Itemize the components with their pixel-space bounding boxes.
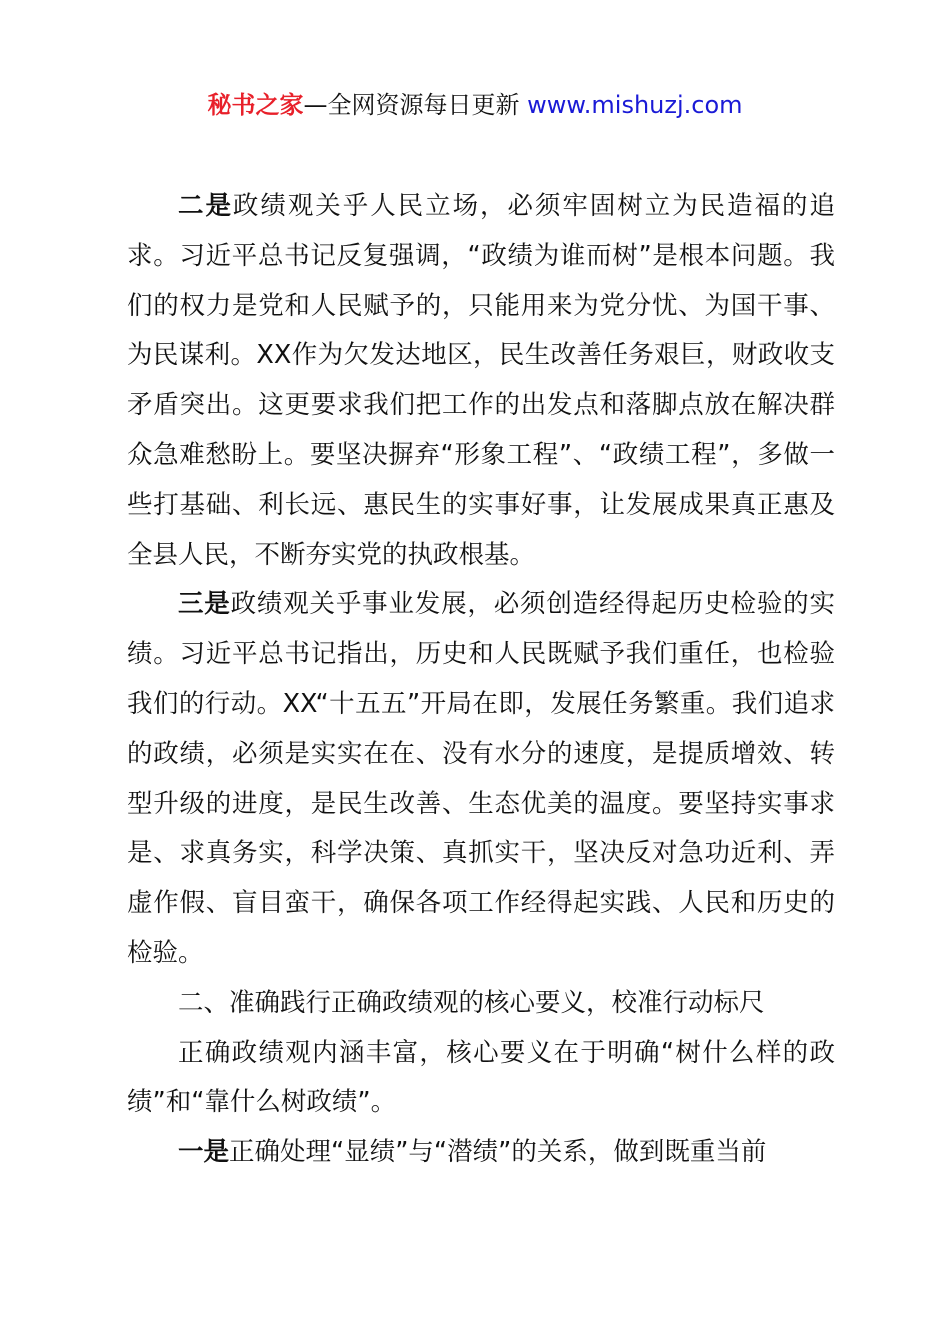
section-heading: 二、准确践行正确政绩观的核心要义，校准行动标尺 bbox=[178, 987, 765, 1018]
page-header bbox=[0, 88, 950, 122]
paragraph-text: 政绩观关乎事业发展，必须创造经得起历史检验的实绩。习近平总书记指出，历史和人民既赋予我们重任，也检验我们的行动。XX“十五五”开局在即，发展任务繁重。我们追求的政绩，必须是实实在在、没有水分的速度，是提质增效、转型升级的进度，是民生改善、生态优美的温度。要坚持实事求是、求真务实，科学决策、真抓实干，坚决反对急功近利、弄虚作假、盲目蛮干，确保各项工作经得起实践、人民和历史的检验。 bbox=[127, 589, 835, 968]
paragraph-lead: 三是 bbox=[178, 589, 231, 620]
website-link[interactable]: www.mishuzj.com bbox=[527, 91, 743, 119]
paragraph-third-point bbox=[127, 580, 835, 978]
paragraph-text: 正确政绩观内涵丰富，核心要义在于明确“树什么样的政绩”和“靠什么树政绩”。 bbox=[127, 1037, 835, 1118]
brand-name: 秘书之家 bbox=[207, 91, 304, 119]
paragraph-text: 正确处理“显绩”与“潜绩”的关系，做到既重当前 bbox=[229, 1137, 767, 1168]
paragraph-second-point bbox=[127, 182, 835, 580]
paragraph-lead: 一是 bbox=[178, 1137, 230, 1168]
paragraph-first-point bbox=[127, 1128, 835, 1178]
document-body bbox=[127, 182, 835, 1178]
paragraph-text: 政绩观关乎人民立场，必须牢固树立为民造福的追求。习近平总书记反复强调，“政绩为谁而树”是根本问题。我们的权力是党和人民赋予的，只能用来为党分忧、为国干事、为民谋利。XX作为欠发达地区，民生改善任务艰巨，财政收支矛盾突出。这更要求我们把工作的出发点和落脚点放在解决群众急难愁盼上。要坚决摒弃“形象工程”、“政绩工程”，多做一些打基础、利长远、惠民生的实事好事，让发展成果真正惠及全县人民，不断夯实党的执政根基。 bbox=[127, 191, 835, 570]
paragraph-lead: 二是 bbox=[178, 191, 233, 221]
paragraph-core-meaning bbox=[127, 1029, 835, 1129]
header-tagline: —全网资源每日更新 bbox=[303, 91, 528, 119]
